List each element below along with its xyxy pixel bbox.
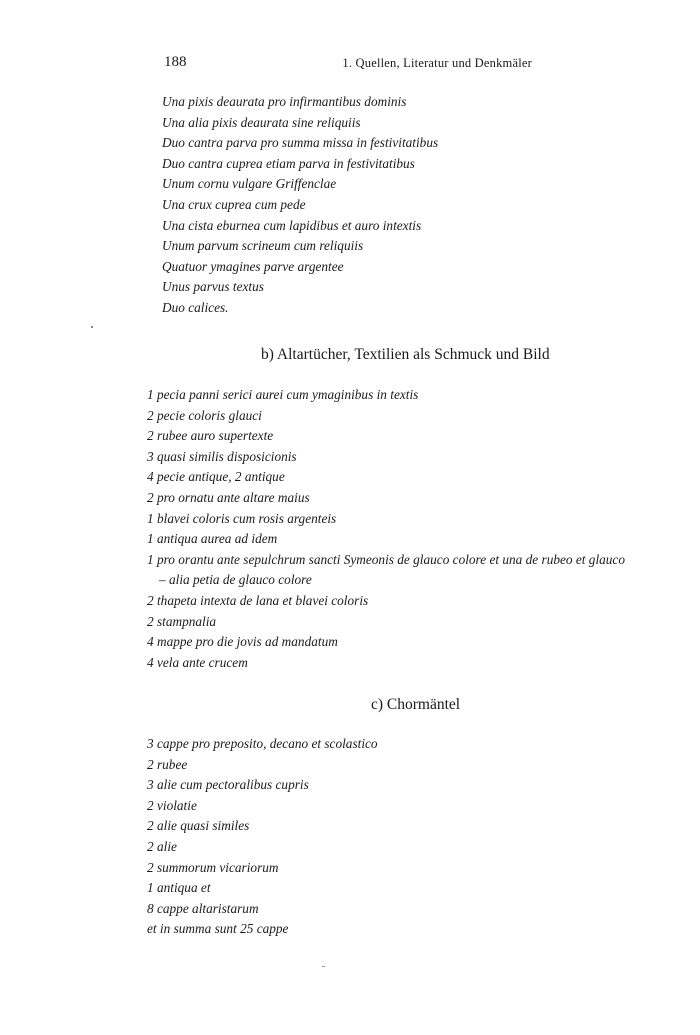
list-item: 3 cappe pro preposito, decano et scolastico: [147, 736, 378, 751]
page-number: 188: [164, 54, 187, 70]
list-item: 1 pro orantu ante sepulchrum sancti Symeonis de glauco colore et una de rubeo et glauco: [147, 551, 625, 567]
section-heading-c: c) Chormäntel: [371, 696, 461, 713]
list-item: 1 antiqua et: [147, 880, 211, 896]
list-item: Duo calices.: [162, 299, 229, 315]
list-item: 2 alie quasi similes: [147, 818, 250, 834]
list-item: 2 pro ornatu ante altare maius: [147, 489, 310, 505]
list-item: 2 stampnalia: [147, 613, 217, 629]
running-title: 1. Quellen, Literatur und Denkmäler: [342, 56, 532, 70]
list-item: – alia petia de glauco colore: [159, 572, 312, 588]
inventory-list-b: [147, 385, 625, 673]
list-item: Una cista eburnea cum lapidibus et auro intextis: [162, 217, 422, 233]
inventory-list-c: [147, 734, 378, 940]
section-heading-b: b) Altartücher, Textilien als Schmuck und Bild: [261, 346, 550, 363]
list-item: 4 pecie antique, 2 antique: [147, 469, 285, 485]
list-item: 2 alie: [147, 838, 177, 854]
list-item: 3 quasi similis disposicionis: [147, 448, 297, 464]
list-item: 2 summorum vicariorum: [147, 859, 279, 875]
list-item: 1 pecia panni serici aurei cum ymaginibus in textis: [147, 387, 419, 402]
inventory-list-a: [162, 92, 438, 319]
list-item: 8 cappe altaristarum: [147, 900, 259, 916]
list-item: et in summa sunt 25 cappe: [147, 921, 289, 937]
list-item: 3 alie cum pectoralibus cupris: [147, 777, 309, 793]
list-item: Una crux cuprea cum pede: [162, 196, 306, 212]
page-header: [160, 54, 540, 78]
list-item: Unum cornu vulgare Griffenclae: [162, 176, 337, 192]
list-item: 2 violatie: [147, 797, 197, 813]
list-item: 1 blavei coloris cum rosis argenteis: [147, 510, 337, 526]
list-item: Duo cantra cuprea etiam parva in festivitatibus: [162, 155, 415, 171]
list-item: Quatuor ymagines parve argentee: [162, 258, 344, 274]
list-item: 2 rubee auro supertexte: [147, 428, 274, 444]
footer-mark: [322, 966, 325, 967]
list-item: 2 rubee: [147, 756, 188, 772]
list-item: 2 pecie coloris glauci: [147, 407, 262, 423]
list-item: Una alia pixis deaurata sine reliquiis: [162, 114, 361, 130]
list-item: Unus parvus textus: [162, 279, 264, 295]
list-item: 2 thapeta intexta de lana et blavei coloris: [147, 592, 369, 608]
list-item: 4 vela ante crucem: [147, 654, 248, 670]
list-item: 1 antiqua aurea ad idem: [147, 531, 278, 547]
list-item: Unum parvum scrineum cum reliquiis: [162, 238, 364, 254]
list-item: Duo cantra parva pro summa missa in festivitatibus: [162, 135, 439, 151]
list-item: Una pixis deaurata pro infirmantibus dominis: [162, 94, 407, 109]
margin-mark: [91, 326, 93, 328]
list-item: 4 mappe pro die jovis ad mandatum: [147, 634, 338, 650]
